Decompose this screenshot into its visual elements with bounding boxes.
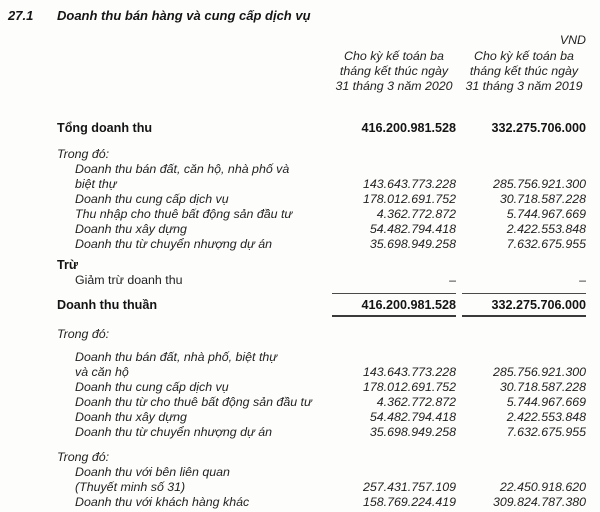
value-2019: 5.744.967.669	[506, 207, 586, 221]
value-2020: 143.643.773.228	[362, 177, 456, 191]
column-headers	[0, 49, 600, 94]
value-2019: 22.450.918.620	[499, 480, 586, 494]
table-row	[0, 222, 586, 237]
row-label: Doanh thu với bên liên quan (Thuyết minh số 31)	[75, 465, 230, 494]
table-row	[0, 410, 586, 425]
row-label: Tổng doanh thu	[57, 121, 153, 135]
column-header-2020: Cho kỳ kế toán ba tháng kết thúc ngày 31 tháng 3 năm 2020	[335, 49, 453, 93]
value-2020: 35.698.949.258	[369, 237, 456, 251]
document-table	[0, 121, 600, 510]
table-row	[0, 350, 586, 380]
value-2019: 7.632.675.955	[506, 425, 586, 439]
value-2020: 143.643.773.228	[362, 365, 456, 379]
table-row	[0, 395, 586, 410]
table-row-net-revenue	[0, 298, 586, 317]
table-row	[0, 207, 586, 222]
row-label: Doanh thu bán đất, căn hộ, nhà phố và biệt thự	[75, 162, 290, 191]
table-row-note	[0, 147, 586, 162]
value-2019: 285.756.921.300	[492, 365, 586, 379]
row-label: Trừ	[57, 258, 79, 272]
table-row-note	[0, 450, 586, 465]
section-heading	[0, 0, 600, 23]
table-row-less-heading	[0, 258, 586, 273]
value-2019: 30.718.587.228	[499, 192, 586, 206]
value-2020: 178.012.691.752	[362, 192, 456, 206]
value-2020: 54.482.794.418	[369, 410, 456, 424]
table-row-total-revenue	[0, 121, 586, 136]
row-label: Doanh thu với khách hàng khác	[75, 495, 250, 509]
value-2020: –	[332, 273, 456, 294]
table-row	[0, 425, 586, 440]
row-label: Trong đó:	[57, 450, 110, 464]
currency-label: VND	[559, 33, 586, 47]
row-label: Doanh thu bán đất, nhà phố, biệt thự và căn hộ	[75, 350, 278, 379]
value-2020: 178.012.691.752	[362, 380, 456, 394]
value-2019: 2.422.553.848	[506, 410, 586, 424]
value-2020: 4.362.772.872	[376, 395, 456, 409]
row-label: Doanh thu từ cho thuê bất động sản đầu tư	[75, 395, 312, 409]
table-row	[0, 380, 586, 395]
row-label: Trong đó:	[57, 147, 110, 161]
table-row-other-customers	[0, 495, 586, 510]
value-2019: 7.632.675.955	[506, 237, 586, 251]
row-label: Giảm trừ doanh thu	[75, 273, 183, 287]
row-label: Doanh thu từ chuyển nhượng dự án	[75, 425, 273, 439]
value-2020: 416.200.981.528	[361, 121, 456, 135]
row-label: Thu nhập cho thuê bất động sản đầu tư	[75, 207, 293, 221]
table-row-revenue-deductions	[0, 273, 586, 294]
section-title: Doanh thu bán hàng và cung cấp dịch vụ	[57, 8, 311, 23]
value-2020: 416.200.981.528	[332, 298, 456, 317]
table-row	[0, 237, 586, 252]
value-2019: 332.275.706.000	[491, 121, 586, 135]
value-2019: 5.744.967.669	[506, 395, 586, 409]
section-number: 27.1	[8, 8, 34, 23]
row-label: Doanh thu xây dựng	[75, 410, 187, 424]
value-2020: 54.482.794.418	[369, 222, 456, 236]
value-2020: 35.698.949.258	[369, 425, 456, 439]
value-2020: 4.362.772.872	[376, 207, 456, 221]
row-label: Doanh thu thuần	[57, 298, 158, 312]
value-2019: 309.824.787.380	[492, 495, 586, 509]
row-label: Trong đó:	[57, 327, 110, 341]
value-2019: –	[462, 273, 586, 294]
row-label: Doanh thu cung cấp dịch vụ	[75, 192, 229, 206]
value-2019: 285.756.921.300	[492, 177, 586, 191]
value-2019: 2.422.553.848	[506, 222, 586, 236]
value-2019: 332.275.706.000	[462, 298, 586, 317]
value-2019: 30.718.587.228	[499, 380, 586, 394]
column-header-2019: Cho kỳ kế toán ba tháng kết thúc ngày 31 tháng 3 năm 2019	[465, 49, 583, 93]
table-row	[0, 162, 586, 192]
row-label: Doanh thu xây dựng	[75, 222, 187, 236]
row-label: Doanh thu từ chuyển nhượng dự án	[75, 237, 273, 251]
value-2020: 158.769.224.419	[362, 495, 456, 509]
table-row-related-parties	[0, 465, 586, 495]
table-row	[0, 192, 586, 207]
value-2020: 257.431.757.109	[362, 480, 456, 494]
row-label: Doanh thu cung cấp dịch vụ	[75, 380, 229, 394]
table-row-note	[0, 327, 586, 342]
